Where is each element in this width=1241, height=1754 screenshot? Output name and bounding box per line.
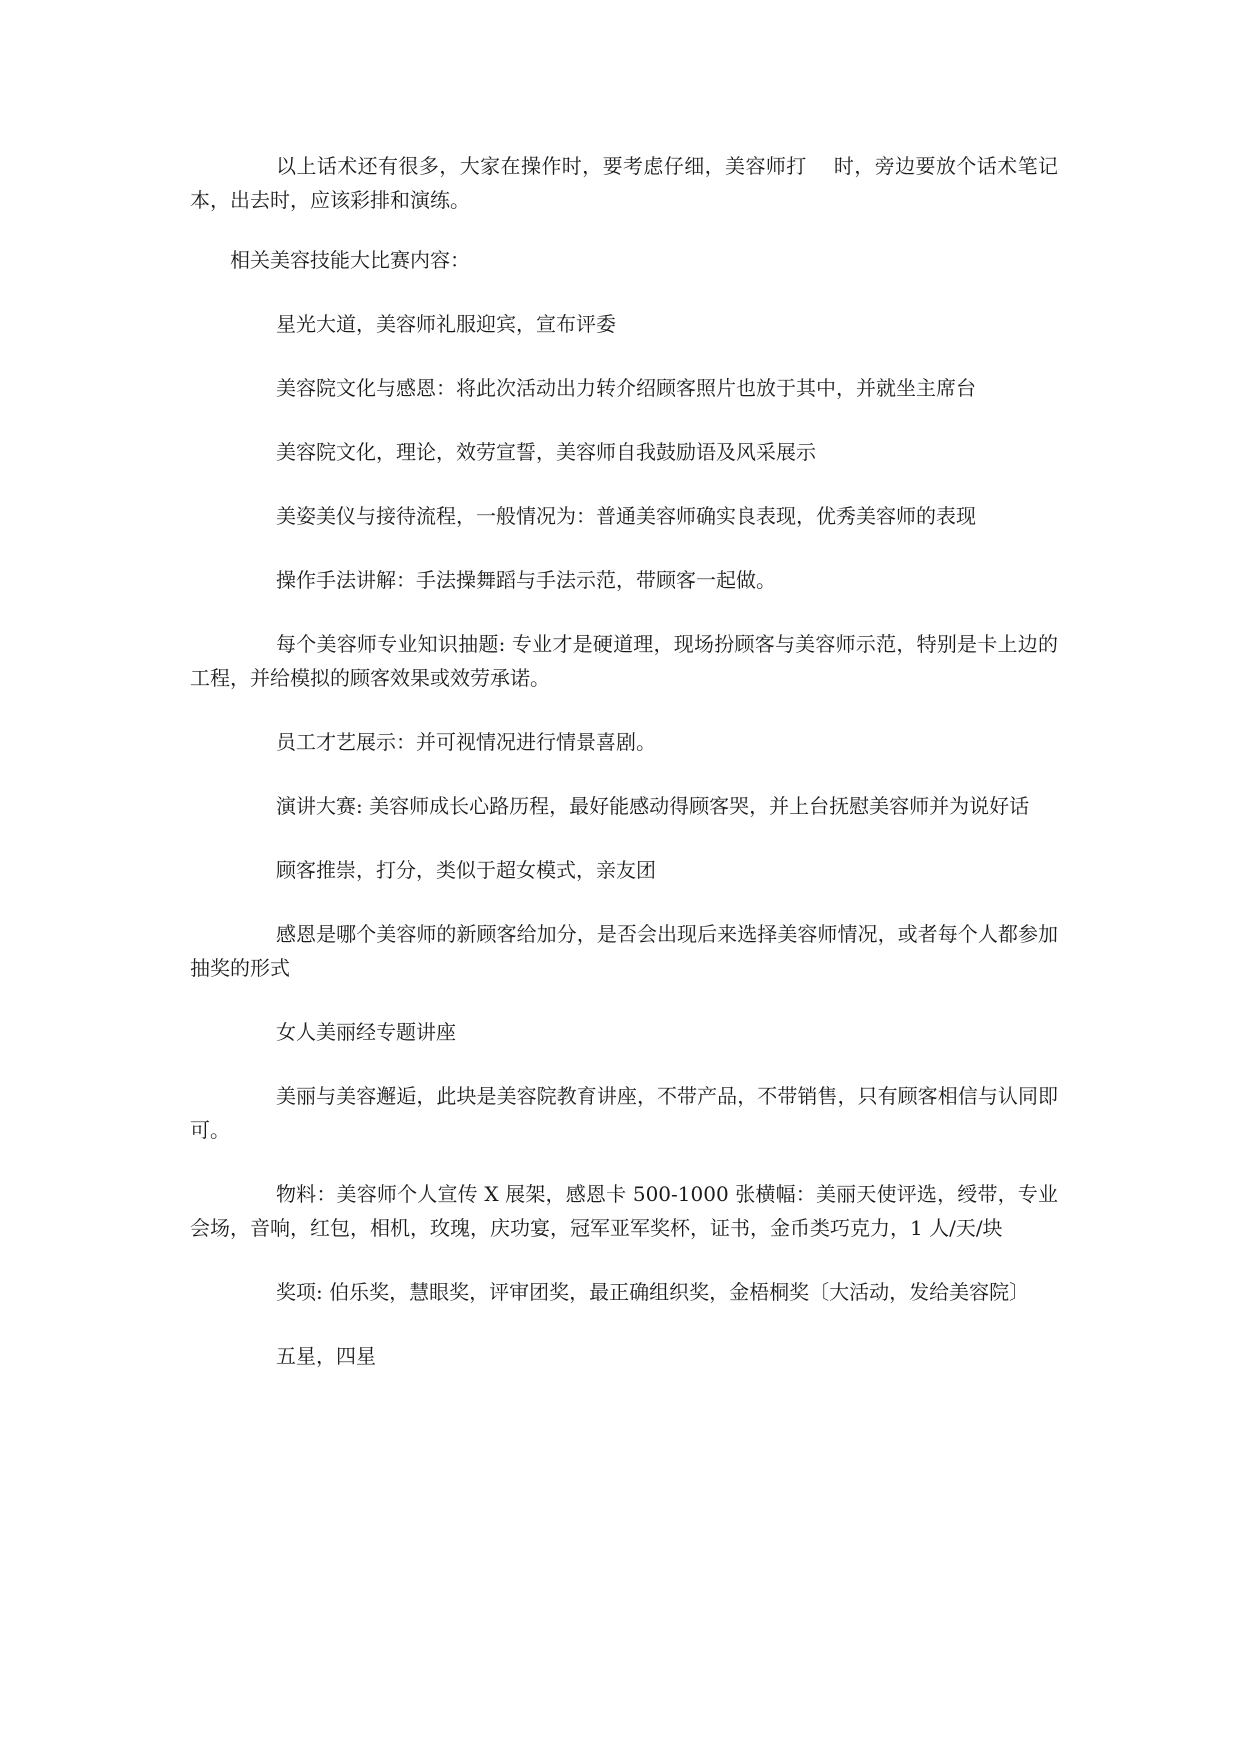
document-body [190, 149, 1058, 1403]
paragraph-culture-gratitude: 美容院文化与感恩：将此次活动出力转介绍顾客照片也放于其中，并就坐主席台 [276, 376, 976, 400]
paragraph-star-avenue: 星光大道，美容师礼服迎宾，宣布评委 [276, 312, 616, 336]
paragraph-contest-heading: 相关美容技能大比赛内容： [230, 248, 470, 272]
paragraph-gratitude-points: 感恩是哪个美容师的新顾客给加分，是否会出现后来选择美容师情况，或者每个人都参加抽奖的形式 [190, 922, 1058, 980]
paragraph-talent-show: 员工才艺展示：并可视情况进行情景喜剧。 [276, 730, 656, 754]
paragraph-posture-reception: 美姿美仪与接待流程，一般情况为：普通美容师确实良表现，优秀美容师的表现 [276, 504, 976, 528]
paragraph-culture-theory: 美容院文化，理论，效劳宣誓，美容师自我鼓励语及风采展示 [276, 440, 816, 464]
paragraph-customer-voting: 顾客推崇，打分，类似于超女模式，亲友团 [276, 858, 656, 882]
paragraph-script-notes: 以上话术还有很多，大家在操作时，要考虑仔细，美容师打 时，旁边要放个话术笔记本，出去时，应该彩排和演练。 [190, 154, 1058, 212]
paragraph-materials: 物料：美容师个人宣传 X 展架，感恩卡 500-1000 张横幅：美丽天使评选，绶带，专业会场，音响，红包，相机，玫瑰，庆功宴，冠军亚军奖杯，证书，金币类巧克力，1 人/天/块 [190, 1182, 1058, 1240]
paragraph-lecture-title: 女人美丽经专题讲座 [276, 1020, 456, 1044]
paragraph-knowledge-quiz: 每个美容师专业知识抽题: 专业才是硬道理，现场扮顾客与美容师示范，特别是卡上边的工程，并给模拟的顾客效果或效劳承诺。 [190, 632, 1058, 690]
paragraph-awards: 奖项: 伯乐奖，慧眼奖，评审团奖，最正确组织奖，金梧桐奖〔大活动，发给美容院〕 [276, 1280, 1030, 1304]
paragraph-lecture-detail: 美丽与美容邂逅，此块是美容院教育讲座，不带产品，不带销售，只有顾客相信与认同即可。 [190, 1084, 1058, 1142]
paragraph-technique: 操作手法讲解：手法操舞蹈与手法示范，带顾客一起做。 [276, 568, 776, 592]
paragraph-star-levels: 五星，四星 [276, 1344, 376, 1368]
paragraph-speech-contest: 演讲大赛: 美容师成长心路历程，最好能感动得顾客哭，并上台抚慰美容师并为说好话 [276, 794, 1030, 818]
